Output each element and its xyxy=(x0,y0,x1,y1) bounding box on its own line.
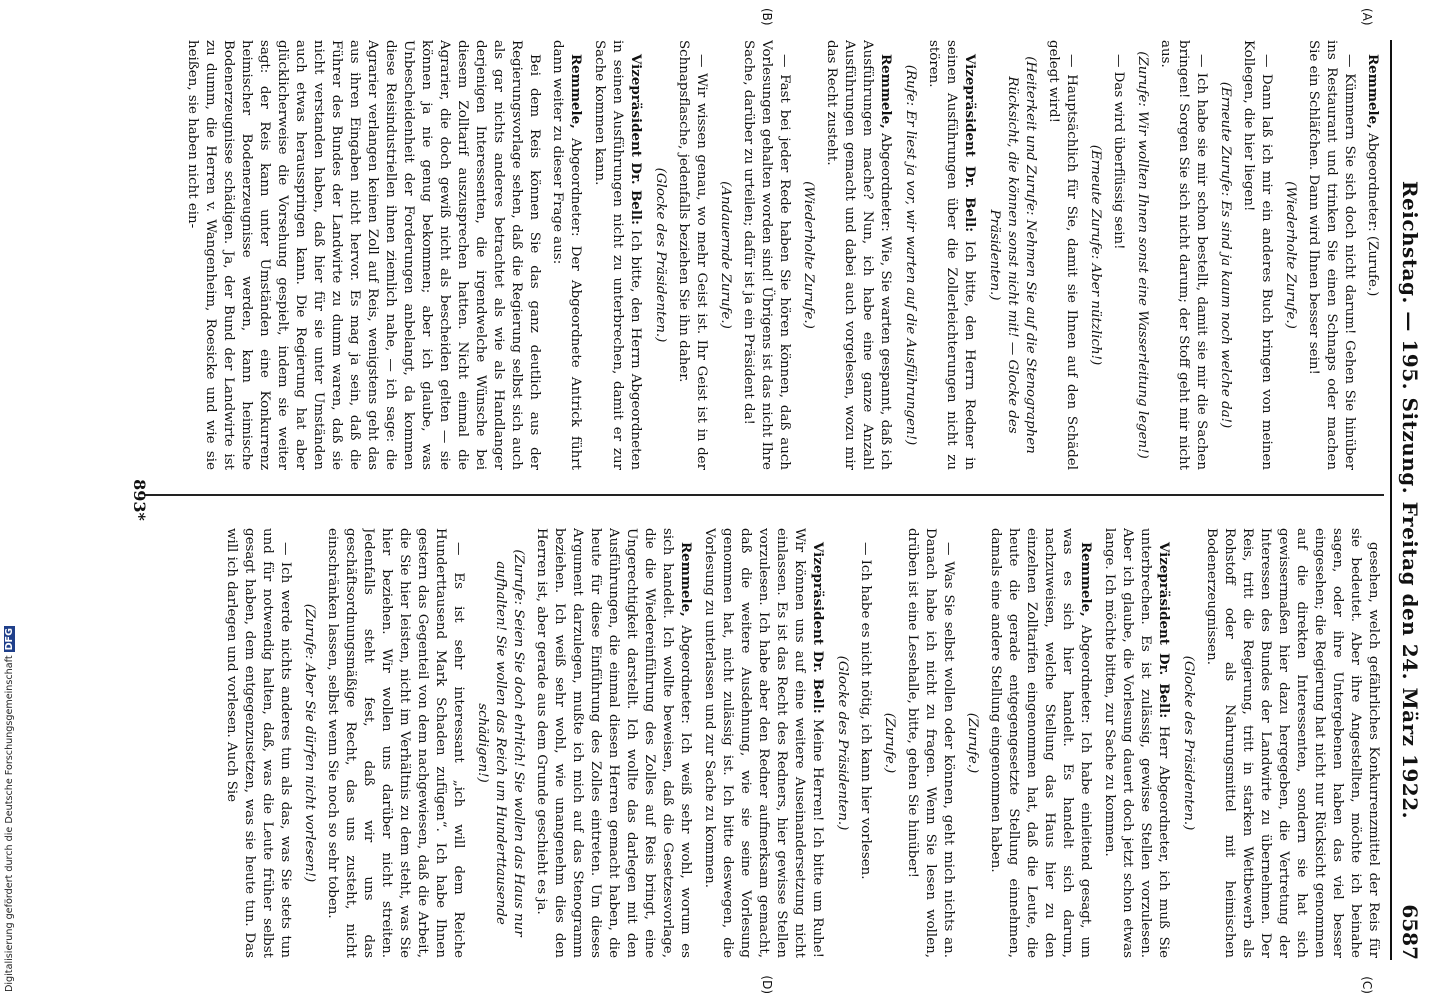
speaker-paragraph xyxy=(924,40,979,470)
stage-direction: (Rufe: Er liest ja vor, wir warten auf die Ausführungen!) xyxy=(903,64,918,446)
margin-marker-a: (A) xyxy=(1360,8,1374,26)
speech-text: Ich bitte, den Herrn Redner in seinen Ausführungen über die Zollerleichterungen nicht zu stören. xyxy=(926,40,977,470)
speech-paragraph: — Ich habe es nicht nötig, ich kann hier vorlesen. xyxy=(858,542,873,880)
stage-direction: (Zurufe: Wir wollten Ihnen sonst eine Wasserleitung legen!) xyxy=(1135,51,1150,459)
speech-paragraph: Bei dem Reis können Sie das ganz deutlich aus der Regierungsvorlage sehen, daß die Regierung selbst sich auch als gar nichts anderes betrachtet als wie als Handlanger derjenigen Interessenten, die irgendwelche Wünsche bei diesem Zolltarif auszusprechen hatten. Nicht einmal die Agrarier, die doch gewiß nicht als bescheiden gelten — sie können ja nie genug bekommen; aber ich glaube, was Unbescheidenheit der Forderungen anbelangt, da kommen diese Reisindustriellen ihnen ziemlich nahe, — ich sage: die Agrarier verlangen keinen Zoll auf Reis, wenigstens geht das aus ihren Eingaben nicht hervor. Es mag ja sein, daß die Führer des Bundes der Landwirte zu dumm waren, daß sie nicht verstanden haben, daß hier für sie unter Umständen auch etwas herausspringen kann. Die Regierung hat aber glücklicherweise die Vorsehung gespielt, indem sie weiter sagt: der Reis kann unter Umständen eine Konkurrenz heimischer Bodenerzeugnisse werden, kann heimische Bodenerzeugnisse schädigen. Ja, der Bund der Landwirte ist zu dumm, die Herren v. Wangenheim, Roesicke und wie sie heißen, sie haben nicht ein- xyxy=(185,40,542,470)
speech-paragraph: — Hauptsächlich für Sie, damit sie Ihnen auf den Schädel gelegt wird! xyxy=(1046,40,1079,470)
speech-paragraph: — Dann laß ich mir ein anderes Buch bringen von meinen Kollegen, die hier liegen! xyxy=(1241,40,1274,470)
speech-text: Ich weiß sehr wohl, worum es sich handelt. Ich wollte beweisen, daß die Gesetzesvorlage, die die Wiedereinführung des Zolles auf Reis bringt, eine Ungerechtigkeit darstellt. Ich wollte das darlegen mit den Ausführungen, die einmal diesen Herren gemacht haben, die heute für diese Einführung des Zolles eintreten. Um dieses Argument darzulegen, mußte ich mich auf das Stenogramm beziehen. Ich weiß sehr wohl, wie unangenehm dies den Herren ist, aber gerade aus dem Grunde geschieht es ja. xyxy=(534,528,693,958)
speaker-paragraph xyxy=(532,528,695,958)
speaker-paragraph xyxy=(822,40,895,470)
speech-text: Meine Herren! Ich bitte um Ruhe! Wir können uns auf eine weitere Auseinandersetzung nicht einlassen. Es ist das Recht des Redners, hier gewisse Stellen vorzulesen. Ich habe aber den Redner aufmerksam gemacht, daß die weitere Ausdehnung, wie sie seine Vorlesung genommen hat, nicht zulässig ist. Ich bitte deswegen, die Vorlesung zu unterlassen und zur Sache zu kommen. xyxy=(702,528,825,958)
speaker-name: Remmele, xyxy=(568,54,584,129)
stage-direction: (Zurufe.) xyxy=(965,712,980,774)
header-page-number: 6587 xyxy=(1398,904,1422,960)
right-column xyxy=(162,528,1382,958)
speech-paragraph: — Was Sie selbst wollen oder können, geht mich nichts an. Danach habe ich nicht zu fragen. Wenn Sie lesen wollen, drüben ist eine Lesehalle, bitte, gehen Sie hinüber! xyxy=(905,528,956,958)
speaker-role: Abgeordneter: xyxy=(1365,128,1380,232)
dfg-logo: DFG xyxy=(4,628,15,651)
stage-direction: (Zurufe: Aber Sie dürfen nicht vorlesen!) xyxy=(302,603,317,883)
margin-marker-d: (D) xyxy=(760,975,774,994)
speaker-role: Abgeordneter: xyxy=(878,128,893,232)
speaker-name: Remmele, xyxy=(1365,54,1381,129)
speech-text: (Zurufe.) xyxy=(1365,231,1380,297)
stage-direction: (Glocke des Präsidenten.) xyxy=(653,167,668,343)
stage-direction: (Glocke des Präsidenten.) xyxy=(1181,655,1196,831)
speech-paragraph: — Das wird überflüssig sein! xyxy=(1111,54,1126,250)
speaker-name: Vizepräsident Dr. Bell: xyxy=(628,54,644,225)
speaker-paragraph xyxy=(548,40,585,470)
speaker-paragraph xyxy=(700,528,827,958)
stage-direction: (Wiederholte Zurufe.) xyxy=(801,181,816,329)
stage-direction: (Erneute Zurufe: Es sind ja kaum noch welche da!) xyxy=(1218,81,1233,429)
stage-direction: (Heiterkeit und Zurufe: Nehmen Sie auf die Stenographen Rücksicht, die können sonst nicht mit! — Glocke des Präsidenten.) xyxy=(987,56,1038,454)
stage-direction: (Wiederholte Zurufe.) xyxy=(1283,181,1298,329)
speech-text: Herr Abgeordneter, ich muß Sie unterbrechen. Es ist zulässig, gewisse Stellen vorzulesen. Aber ich glaube, die Vorlesung dauert doch jetzt schon etwas lange. Ich möchte bitten, zur Sache zu kommen. xyxy=(1102,528,1171,958)
speaker-role: Abgeordneter: xyxy=(568,128,583,237)
margin-marker-c: (C) xyxy=(1360,976,1374,994)
speaker-name: Vizepräsident Dr. Bell: xyxy=(962,54,978,233)
speech-paragraph: gesehen, welch gefährliches Konkurrenzmittel der Reis für sie bedeutet. Aber ihre Angestellten, möchte ich beinahe sagen, oder ihre Untergebenen haben das viel besser eingesehen; die Regierung hat nicht nur Rücksicht genommen auf die direkten Interessenten, sondern sie hat sich gewissermaßen hier dazu hergegeben, die Vertretung der Interessen des Bundes der Landwirte zu übernehmen. Der Reis, tritt die Regierung, tritt in starken Wettbewerb als Rohstoff oder als Nahrungsmittel mit heimischen Bodenerzeugnissen. xyxy=(1204,528,1381,958)
left-column xyxy=(162,40,1382,470)
page-header xyxy=(1390,40,1426,960)
speech-paragraph: — Ich habe sie mir schon bestellt, damit sie mir die Sachen bringen! Sorgen Sie sich nicht darum; der Stoff geht mir nicht aus. xyxy=(1158,40,1209,470)
speech-paragraph: — Kümmern Sie sich doch nicht darum! Gehen Sie hinüber ins Restaurant und trinken Sie einen Schnaps oder machen Sie ein Schläfchen. Dann wird Ihnen besser sein! xyxy=(1306,40,1357,470)
speech-text: Ich habe einleitend gesagt, um was es sich hier handelt. Es handelt sich darum, nachzuweisen, welche Stellung das Haus hier zu den einzelnen Zolltarifen eingenommen hat, daß die Leute, die heute die gerade entgegengesetzte Stellung einnehmen, damals eine andere Stellung eingenommen haben. xyxy=(988,528,1093,958)
speaker-role: Abgeordneter: xyxy=(678,616,693,724)
speech-text: Wie, Sie warten gespannt, daß ich Ausführungen mache? Nun, ich habe eine ganze Anzahl Ausführungen gemacht und dabei auch vorgelesen, wozu mir das Recht zusteht. xyxy=(824,40,893,470)
header-title: Reichstag. — 195. Sitzung. Freitag den 24. März 1922. xyxy=(1398,180,1422,820)
speech-paragraph: — Es ist sehr interessant „ich will dem Reiche Hunderttausend Mark Schaden zufügen“. Ich habe Ihnen gestern das Gegenteil von dem nachgewiesen, daß die Arbeit, die Sie hier leisten, nicht im Verhältnis zu dem steht, was Sie hier beziehen. Wir wollen uns darüber nicht streiten. Jedenfalls steht fest, daß wir uns das geschäftsordnungsmäßige Recht, das uns zusteht, nicht einschränken lassen, selbst wenn Sie noch so sehr toben. xyxy=(325,528,466,958)
column-divider xyxy=(144,494,1384,496)
stage-direction: (Zurufe.) xyxy=(882,712,897,774)
speech-paragraph: — Wir wissen genau, wo mehr Geist ist. Ihr Geist ist in der Schnapsflasche, jedenfalls beziehen Sie ihn daher. xyxy=(676,40,709,470)
speaker-name: Vizepräsident Dr. Bell: xyxy=(1156,542,1172,719)
speaker-name: Remmele, xyxy=(678,542,694,617)
speaker-role: Abgeordneter: xyxy=(1078,616,1093,724)
credit-text: Digitalisierung gefördert durch die Deutsche ForschungsgemeinschaftDFG xyxy=(4,628,15,992)
margin-marker-b: (B) xyxy=(760,8,774,26)
speech-text: Der Abgeordnete Antrick führt dann weiter zu dieser Frage aus: xyxy=(550,40,583,470)
speech-paragraph: — Fast bei jeder Rede haben Sie hören können, daß auch Vorlesungen gehalten worden sind! Übrigens ist das nicht Ihre Sache, darüber zu urteilen; dafür ist ja ein Präsident da! xyxy=(741,40,792,470)
digitization-credit xyxy=(2,600,18,992)
stage-direction: (Erneute Zurufe: Aber nützlich!) xyxy=(1088,144,1103,366)
stage-direction: (Andauernde Zurufe.) xyxy=(718,181,733,329)
speaker-name: Vizepräsident Dr. Bell: xyxy=(810,542,826,714)
speaker-name: Remmele, xyxy=(878,54,894,129)
speaker-paragraph xyxy=(1100,528,1173,958)
speaker-name: Remmele, xyxy=(1078,542,1094,617)
stage-direction: (Zurufe: Seien Sie doch ehrlich! Sie wollen das Haus nur aufhalten! Sie wollen das Reich um Hunderttausende schädigen!) xyxy=(475,549,526,937)
speech-paragraph: — Ich werde nichts anderes tun als das, was Sie stets tun und für notwendig halten, daß, was die Leute früher selbst gesagt haben, dem entgegenzusetzen, was sie heute tun. Das will ich darlegen und vorlesen. Auch Sie xyxy=(224,528,293,958)
stage-direction: (Glocke des Präsidenten.) xyxy=(835,655,850,831)
speech-text: Ich bitte, den Herrn Abgeordneten in seinen Ausführungen nicht zu unterbrechen, damit er zur Sache kommen kann. xyxy=(592,40,643,470)
speaker-paragraph xyxy=(986,528,1095,958)
page-footer-number: 893* xyxy=(130,479,149,521)
document-page xyxy=(94,0,1434,1000)
speaker-paragraph xyxy=(590,40,645,470)
speaker-paragraph xyxy=(1363,40,1382,470)
